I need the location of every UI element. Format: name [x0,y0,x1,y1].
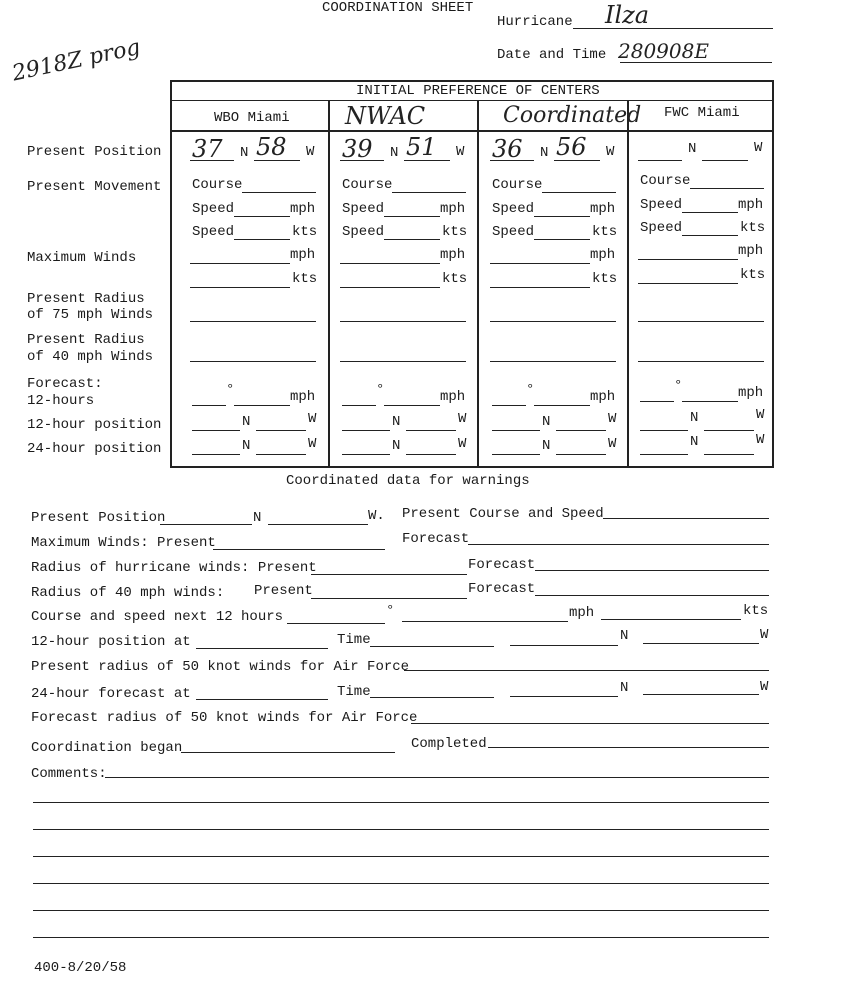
wp-12h-pos-at-line[interactable] [196,648,328,649]
wp-course-12h-deg-line[interactable] [287,623,385,624]
wbo-miami-pos12-n: N [242,414,251,430]
wp-12h-w: W [760,627,769,643]
coordinated-fc-deg-line[interactable] [492,405,526,406]
fwc-miami-radius75-line[interactable] [638,321,764,322]
coordinated-speed-kts-label: Speed [492,224,535,240]
wbo-miami-speed-kts-label: Speed [192,224,235,240]
wbo-miami-course-label: Course [192,177,243,193]
wp-12h-time-label: Time [337,632,371,648]
coordinated-course-label: Course [492,177,543,193]
sheet-title: COORDINATION SHEET [322,0,474,16]
wp-coord-began-line[interactable] [181,752,395,753]
wbo-miami-pos12-w: W [308,411,317,427]
fwc-miami-pos12-w: W [756,407,765,423]
wp-12h-n-line[interactable] [510,645,618,646]
fwc-miami-fc-mph-unit: mph [738,385,764,401]
fwc-miami-speed-mph-line[interactable] [682,212,738,213]
nwac-pos24-n-line[interactable] [342,454,390,455]
fwc-miami-speed-mph-label: Speed [640,197,683,213]
fwc-miami-maxwind-kts-line[interactable] [638,283,738,284]
row-label-maximum-winds: Maximum Winds [27,250,137,266]
nwac-pos12-w-line[interactable] [406,430,456,431]
wbo-miami-speed-kts-unit: kts [292,224,318,240]
fwc-miami-speed-mph-unit: mph [738,197,764,213]
col-header-coordinated: Coordinated [503,103,642,128]
coordinated-pos12-w-line[interactable] [556,430,606,431]
nwac-pos12-w: W [458,411,467,427]
row-label-radius75-b: of 75 mph Winds [27,307,154,323]
wbo-miami-lat-value[interactable]: 37 [192,135,223,163]
wbo-miami-fc-deg-line[interactable] [192,405,226,406]
table-left-border [170,80,172,468]
comments-line-4[interactable] [33,856,769,857]
coordinated-pos12-n: N [542,414,551,430]
wp-radius50-present-line[interactable] [404,670,769,671]
coordinated-fc-deg: ° [526,382,535,398]
wbo-miami-pos12-n-line[interactable] [192,430,240,431]
wbo-miami-pos-n: N [240,145,249,161]
col-header-nwac: NWAC [345,102,426,130]
wp-12h-w-line[interactable] [643,643,759,644]
wp-24h-time-line[interactable] [370,697,494,698]
coordinated-pos-w: W [606,144,615,160]
nwac-speed-kts-unit: kts [442,224,468,240]
nwac-speed-mph-line[interactable] [384,216,440,217]
row-label-forecast-12h: 12-hours [27,393,95,409]
row-label-present-movement: Present Movement [27,179,162,195]
coordinated-pos24-w-line[interactable] [556,454,606,455]
row-label-radius75: Present Radius [27,291,145,307]
fwc-miami-course-label: Course [640,173,691,189]
fwc-miami-fc-mph-line[interactable] [682,401,738,402]
nwac-speed-mph-unit: mph [440,201,466,217]
fwc-miami-pos-n: N [688,141,697,157]
wp-radius40-forecast-label: Forecast [468,581,536,597]
wp-max-winds-line[interactable] [213,549,385,550]
table-title: INITIAL PREFERENCE OF CENTERS [356,83,600,99]
wbo-miami-pos24-n-line[interactable] [192,454,240,455]
fwc-miami-pos12-n: N [690,410,699,426]
nwac-pos12-n-line[interactable] [342,430,390,431]
wbo-miami-speed-mph-label: Speed [192,201,235,217]
wp-max-winds-forecast-line[interactable] [468,544,769,545]
fwc-miami-radius40-line[interactable] [638,361,764,362]
comments-line-5[interactable] [33,883,769,884]
coordinated-maxwind-kts-unit: kts [592,271,618,287]
wp-12h-n: N [620,628,629,644]
wp-course-12h-kts-line[interactable] [601,619,741,620]
row-label-forecast: Forecast: [27,376,103,392]
warnings-heading: Coordinated data for warnings [286,473,530,489]
wp-radius-hurricane-forecast-line[interactable] [535,570,769,571]
nwac-pos-w: W [456,144,465,160]
coordinated-pos12-n-line[interactable] [492,430,540,431]
wbo-miami-course-line[interactable] [242,192,316,193]
wbo-miami-pos-w: W [306,144,315,160]
datetime-label: Date and Time [497,47,607,63]
nwac-maxwind-mph-unit: mph [440,247,466,263]
wbo-miami-maxwind-mph-line[interactable] [190,263,290,264]
nwac-maxwind-kts-line[interactable] [340,287,440,288]
wp-24h-time-label: Time [337,684,371,700]
wbo-miami-pos12-w-line[interactable] [256,430,306,431]
wp-w: W. [368,508,385,524]
wbo-miami-speed-mph-unit: mph [290,201,316,217]
nwac-lon-value[interactable]: 51 [406,133,437,161]
wp-24h-w-line[interactable] [643,694,759,695]
col-divider-3 [627,100,629,468]
wbo-miami-maxwind-kts-line[interactable] [190,287,290,288]
nwac-fc-deg: ° [376,382,385,398]
nwac-lat-value[interactable]: 39 [342,135,373,163]
wp-radius40-label: Radius of 40 mph winds: [31,585,225,601]
wp-24h-n-line[interactable] [510,696,618,697]
nwac-radius75-line[interactable] [340,321,466,322]
fwc-miami-maxwind-kts-unit: kts [740,267,766,283]
coordinated-pos24-w: W [608,436,617,452]
wp-course-12h-mph: mph [569,605,595,621]
coordinated-maxwind-kts-line[interactable] [490,287,590,288]
nwac-pos24-w: W [458,436,467,452]
coordinated-radius40-line[interactable] [490,361,616,362]
wbo-miami-lon-value[interactable]: 58 [256,133,287,161]
nwac-pos12-n: N [392,414,401,430]
margin-note: 2918Z prog [10,34,143,87]
coordinated-course-line[interactable] [542,192,616,193]
row-label-radius40: Present Radius [27,332,145,348]
coordinated-lon-value[interactable]: 56 [556,133,587,161]
wp-12h-time-line[interactable] [370,646,494,647]
nwac-pos24-n: N [392,438,401,454]
wp-24h-n: N [620,680,629,696]
wp-24h-at-line[interactable] [196,699,328,700]
wp-radius-hurricane-line[interactable] [311,574,467,575]
wp-course-12h-deg: ° [386,603,395,619]
table-right-border [772,80,774,468]
fwc-miami-speed-kts-label: Speed [640,220,683,236]
wp-radius40-present-label: Present [254,583,313,599]
col-header-fwc-miami: FWC Miami [664,105,740,121]
fwc-miami-lat-line[interactable] [638,160,682,161]
coordinated-pos-n: N [540,145,549,161]
coordinated-maxwind-mph-unit: mph [590,247,616,263]
coordinated-speed-kts-line[interactable] [534,239,590,240]
fwc-miami-lon-line[interactable] [702,160,748,161]
comments-line-6[interactable] [33,910,769,911]
comments-line-7[interactable] [33,937,769,938]
wp-n: N [253,510,262,526]
comments-line-2[interactable] [33,802,769,803]
wp-radius50-forecast-label: Forecast radius of 50 knot winds for Air Force [31,710,418,726]
coordinated-pos24-n: N [542,438,551,454]
row-label-radius40-b: of 40 mph Winds [27,349,154,365]
wp-course-12h-label: Course and speed next 12 hours [31,609,284,625]
wp-radius-hurricane-forecast-label: Forecast [468,557,536,573]
wp-radius40-forecast-line[interactable] [535,595,769,596]
row-label-24h-position: 24-hour position [27,441,162,457]
datetime-value[interactable]: 280908E [618,39,709,63]
wbo-miami-fc-mph-line[interactable] [234,405,290,406]
fwc-miami-pos24-w-line[interactable] [704,454,754,455]
wp-24h-w: W [760,679,769,695]
table-top-border [170,80,774,82]
wbo-miami-fc-mph-unit: mph [290,389,316,405]
wp-coord-began-label: Coordination began [31,740,183,756]
table-title-rule [170,100,774,101]
fwc-miami-pos24-n-line[interactable] [640,454,688,455]
row-label-12h-position: 12-hour position [27,417,162,433]
coordinated-speed-kts-unit: kts [592,224,618,240]
wp-completed-label: Completed [411,736,487,752]
wbo-miami-radius40-line[interactable] [190,361,316,362]
wp-present-position-w-line[interactable] [268,524,368,525]
wbo-miami-fc-deg: ° [226,382,235,398]
wp-course-speed-label: Present Course and Speed [402,506,604,522]
wp-present-position-n-line[interactable] [160,524,252,525]
wp-max-winds-forecast-label: Forecast [402,531,470,547]
wp-12h-pos-label: 12-hour position at [31,634,191,650]
nwac-course-label: Course [342,177,393,193]
hurricane-value[interactable]: Ilza [605,1,650,29]
fwc-miami-fc-deg-line[interactable] [640,401,674,402]
fwc-miami-pos24-w: W [756,432,765,448]
coordinated-pos12-w: W [608,411,617,427]
nwac-pos24-w-line[interactable] [406,454,456,455]
coordinated-pos24-n-line[interactable] [492,454,540,455]
coordinated-lat-value[interactable]: 36 [492,135,523,163]
row-label-present-position: Present Position [27,144,162,160]
wbo-miami-pos24-w: W [308,436,317,452]
coordinated-speed-mph-line[interactable] [534,216,590,217]
table-bottom-border [172,466,774,468]
col-header-wbo-miami: WBO Miami [214,110,290,126]
wp-course-12h-kts: kts [743,603,769,619]
wbo-miami-maxwind-kts-unit: kts [292,271,318,287]
nwac-maxwind-kts-unit: kts [442,271,468,287]
comments-line-1[interactable] [105,777,769,778]
coordinated-radius75-line[interactable] [490,321,616,322]
wp-max-winds-label: Maximum Winds: Present [31,535,216,551]
wp-course-speed-line[interactable] [603,518,769,519]
table-header-rule [170,130,774,132]
nwac-speed-kts-label: Speed [342,224,385,240]
fwc-miami-speed-kts-unit: kts [740,220,766,236]
fwc-miami-pos12-w-line[interactable] [704,430,754,431]
coordinated-maxwind-mph-line[interactable] [490,263,590,264]
fwc-miami-fc-deg: ° [674,378,683,394]
wp-completed-line[interactable] [488,747,769,748]
wbo-miami-speed-kts-line[interactable] [234,239,290,240]
wp-radius40-line[interactable] [311,598,467,599]
wp-course-12h-mph-line[interactable] [402,621,568,622]
wbo-miami-radius75-line[interactable] [190,321,316,322]
wbo-miami-speed-mph-line[interactable] [234,216,290,217]
coordinated-fc-mph-line[interactable] [534,405,590,406]
wp-radius50-forecast-line[interactable] [411,723,769,724]
nwac-pos-n: N [390,145,399,161]
wp-present-position-label: Present Position [31,510,166,526]
comments-line-3[interactable] [33,829,769,830]
nwac-course-line[interactable] [392,192,466,193]
wbo-miami-maxwind-mph-unit: mph [290,247,316,263]
coordinated-fc-mph-unit: mph [590,389,616,405]
wp-radius50-present-label: Present radius of 50 knot winds for Air Force [31,659,410,675]
fwc-miami-pos24-n: N [690,434,699,450]
fwc-miami-speed-kts-line[interactable] [682,235,738,236]
nwac-fc-mph-unit: mph [440,389,466,405]
coordinated-speed-mph-label: Speed [492,201,535,217]
hurricane-label: Hurricane [497,14,573,30]
nwac-radius40-line[interactable] [340,361,466,362]
wp-comments-label: Comments: [31,766,107,782]
coordinated-speed-mph-unit: mph [590,201,616,217]
fwc-miami-pos12-n-line[interactable] [640,430,688,431]
fwc-miami-maxwind-mph-line[interactable] [638,259,738,260]
nwac-fc-deg-line[interactable] [342,405,376,406]
fwc-miami-maxwind-mph-unit: mph [738,243,764,259]
wp-radius-hurricane-label: Radius of hurricane winds: Present [31,560,317,576]
col-divider-1 [328,100,330,468]
nwac-speed-kts-line[interactable] [384,239,440,240]
nwac-maxwind-mph-line[interactable] [340,263,440,264]
nwac-speed-mph-label: Speed [342,201,385,217]
form-number: 400-8/20/58 [34,960,127,976]
wbo-miami-pos24-w-line[interactable] [256,454,306,455]
nwac-fc-mph-line[interactable] [384,405,440,406]
fwc-miami-course-line[interactable] [690,188,764,189]
hurricane-line [573,28,773,29]
fwc-miami-pos-w: W [754,140,763,156]
col-divider-2 [477,100,479,468]
wbo-miami-pos24-n: N [242,438,251,454]
wp-24h-forecast-label: 24-hour forecast at [31,686,191,702]
